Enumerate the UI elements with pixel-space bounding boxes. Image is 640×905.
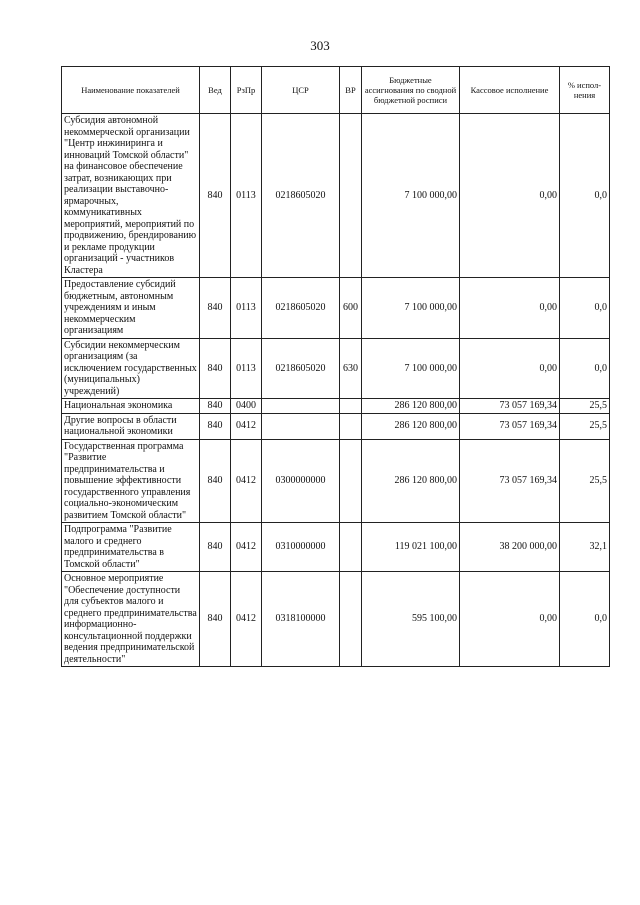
row-percent: 25,5 [560,399,610,414]
row-percent: 0,0 [560,278,610,339]
row-budget: 7 100 000,00 [362,338,460,399]
row-name: Подпрограмма "Развитие малого и среднего предпринимательства в Томской области" [62,523,200,572]
row-vr: 600 [340,278,362,339]
header-percent: % испол-нения [560,67,610,114]
row-rzpr: 0113 [231,338,262,399]
row-ved: 840 [200,399,231,414]
row-cash: 0,00 [460,338,560,399]
row-budget: 595 100,00 [362,572,460,667]
row-percent: 0,0 [560,338,610,399]
row-budget: 7 100 000,00 [362,114,460,278]
table-row [62,523,610,572]
row-name: Предоставление субсидий бюджетным, автономным учреждениям и иным некоммерческим организациям [62,278,200,339]
row-cash: 38 200 000,00 [460,523,560,572]
header-vr: ВР [340,67,362,114]
table-row [62,399,610,414]
row-cash: 0,00 [460,278,560,339]
row-rzpr: 0412 [231,413,262,439]
table-row [62,413,610,439]
row-csr: 0300000000 [262,439,340,523]
row-percent: 0,0 [560,572,610,667]
row-rzpr: 0412 [231,572,262,667]
row-vr: 630 [340,338,362,399]
row-rzpr: 0412 [231,439,262,523]
row-vr [340,399,362,414]
row-csr: 0310000000 [262,523,340,572]
row-budget: 7 100 000,00 [362,278,460,339]
row-rzpr: 0113 [231,114,262,278]
header-cash: Кассовое исполнение [460,67,560,114]
row-csr [262,413,340,439]
header-rzpr: РзПр [231,67,262,114]
row-ved: 840 [200,278,231,339]
row-ved: 840 [200,114,231,278]
budget-execution-table [61,66,610,667]
table-row [62,439,610,523]
row-budget: 286 120 800,00 [362,399,460,414]
row-ved: 840 [200,572,231,667]
row-ved: 840 [200,523,231,572]
row-vr [340,572,362,667]
row-budget: 286 120 800,00 [362,413,460,439]
row-csr: 0318100000 [262,572,340,667]
row-ved: 840 [200,413,231,439]
row-csr: 0218605020 [262,338,340,399]
row-name: Национальная экономика [62,399,200,414]
row-rzpr: 0113 [231,278,262,339]
row-budget: 119 021 100,00 [362,523,460,572]
row-percent: 32,1 [560,523,610,572]
row-cash: 73 057 169,34 [460,413,560,439]
table-row [62,338,610,399]
row-cash: 0,00 [460,572,560,667]
row-vr [340,523,362,572]
header-budget: Бюджетные ассигнования по сводной бюджетной росписи [362,67,460,114]
row-csr: 0218605020 [262,114,340,278]
row-vr [340,114,362,278]
table-row [62,278,610,339]
row-name: Основное мероприятие "Обеспечение доступности для субъектов малого и среднего предпринимательства информационно-консультационной поддержки ведения предпринимательской деятельности" [62,572,200,667]
row-cash: 73 057 169,34 [460,399,560,414]
table-header-row [62,67,610,114]
row-csr: 0218605020 [262,278,340,339]
row-vr [340,439,362,523]
row-percent: 0,0 [560,114,610,278]
table-row [62,572,610,667]
row-cash: 0,00 [460,114,560,278]
header-csr: ЦСР [262,67,340,114]
row-ved: 840 [200,338,231,399]
row-name: Другие вопросы в области национальной экономики [62,413,200,439]
row-budget: 286 120 800,00 [362,439,460,523]
table-row [62,114,610,278]
header-name: Наименование показателей [62,67,200,114]
row-name: Субсидия автономной некоммерческой организации "Центр инжиниринга и инноваций Томской области" на финансовое обеспечение затрат, возникающих при реализации выставочно-ярмарочных, коммуникативных мероприятий, мероприятий по продвижению, брендированию и рекламе продукции организаций - участников Кластера [62,114,200,278]
page-number: 303 [310,38,330,53]
row-vr [340,413,362,439]
row-rzpr: 0412 [231,523,262,572]
row-percent: 25,5 [560,439,610,523]
row-rzpr: 0400 [231,399,262,414]
row-name: Государственная программа "Развитие предпринимательства и повышение эффективности государственного управления социально-экономическим развитием Томской области" [62,439,200,523]
row-cash: 73 057 169,34 [460,439,560,523]
row-percent: 25,5 [560,413,610,439]
row-ved: 840 [200,439,231,523]
row-csr [262,399,340,414]
header-ved: Вед [200,67,231,114]
row-name: Субсидии некоммерческим организациям (за исключением государственных (муниципальных) учреждений) [62,338,200,399]
